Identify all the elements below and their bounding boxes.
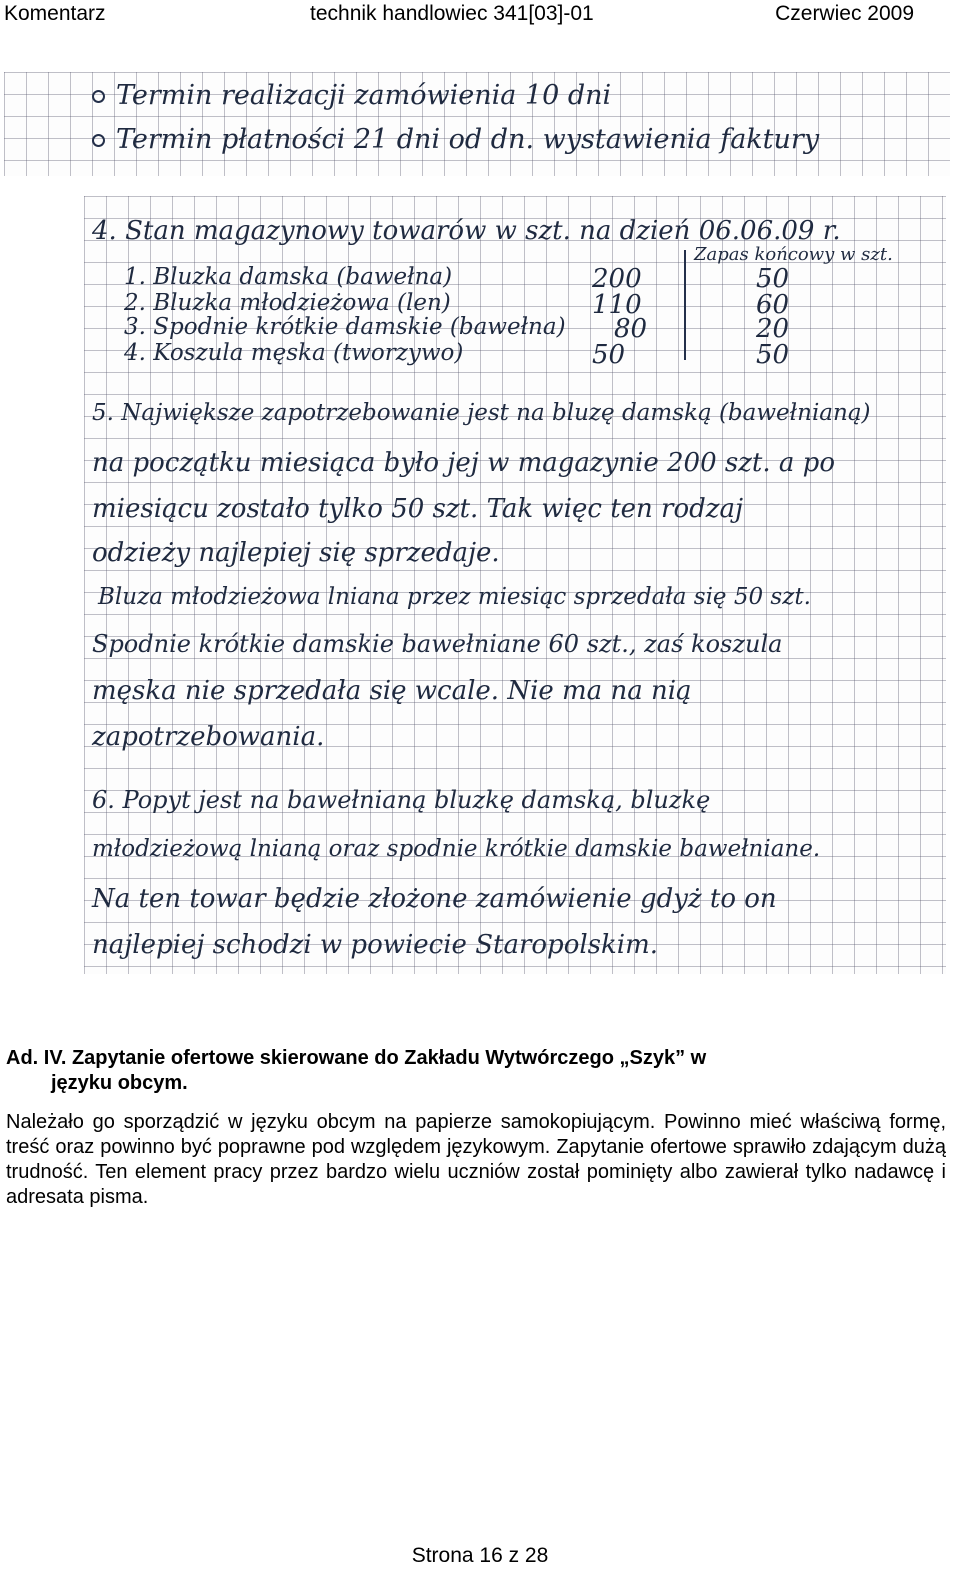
- page-number: Strona 16 z 28: [411, 1544, 549, 1567]
- handwritten-line: najlepiej schodzi w powiecie Staropolskim.: [92, 930, 658, 960]
- stock-item-qty: 110: [592, 290, 642, 320]
- section-heading: [6, 1046, 946, 1096]
- table-divider: [684, 250, 686, 360]
- stock-item-name: 3. Spodnie krótkie damskie (bawełna): [124, 314, 566, 340]
- handwritten-line: 5. Największe zapotrzebowanie jest na bluzę damską (bawełnianą): [92, 400, 871, 426]
- stock-item-qty: 200: [592, 264, 642, 294]
- stock-item-end: 50: [756, 264, 790, 294]
- handwritten-line: miesiącu zostało tylko 50 szt. Tak więc ten rodzaj: [92, 494, 744, 524]
- handwritten-scan-answers: [84, 196, 946, 974]
- stock-item-qty: 50: [592, 340, 626, 370]
- handwritten-line: młodzieżową lnianą oraz spodnie krótkie damskie bawełniane.: [92, 836, 821, 862]
- stock-item-end: 60: [756, 290, 790, 320]
- handwritten-line: odzieży najlepiej się sprzedaje.: [92, 538, 500, 568]
- handwritten-line: na początku miesiąca było jej w magazynie 200 szt. a po: [92, 448, 835, 478]
- stock-item-qty: 80: [614, 314, 648, 344]
- header-exam-code: technik handlowiec 341[03]-01: [310, 2, 594, 25]
- handwritten-line: Termin realizacji zamówienia 10 dni: [116, 80, 612, 111]
- handwritten-line: zapotrzebowania.: [92, 722, 325, 752]
- page-header: [0, 0, 960, 30]
- handwritten-line: Bluza młodzieżowa lniana przez miesiąc sprzedała się 50 szt.: [98, 584, 811, 610]
- section-heading-line: języku obcym.: [51, 1072, 188, 1094]
- header-date: Czerwiec 2009: [775, 2, 914, 25]
- stock-item-end: 50: [756, 340, 790, 370]
- handwritten-scan-terms: [4, 72, 950, 176]
- section-paragraph: Należało go sporządzić w języku obcym na papierze samokopiującym. Powinno mieć właściwą formę, treść oraz powinno być poprawne pod względem językowym. Zapytanie ofertowe sprawiło zdającym dużą trudność. Ten element pracy przez bardzo wielu uczniów został pominięty albo zawierał tylko nadawcę i adresata pisma.: [6, 1111, 946, 1208]
- stock-title: 4. Stan magazynowy towarów w szt. na dzień 06.06.09 r.: [92, 216, 841, 246]
- section-heading-line: Ad. IV. Zapytanie ofertowe skierowane do Zakładu Wytwórczego „Szyk” w: [6, 1047, 707, 1069]
- commentary-section: [6, 1046, 946, 1210]
- stock-item-name: 2. Bluzka młodzieżowa (len): [124, 290, 451, 316]
- bullet-icon: [92, 134, 105, 147]
- handwritten-line: 6. Popyt jest na bawełnianą bluzkę damską, bluzkę: [92, 786, 711, 814]
- stock-item-end: 20: [756, 314, 790, 344]
- handwritten-line: Termin płatności 21 dni od dn. wystawienia faktury: [116, 124, 820, 155]
- header-document-type: Komentarz: [4, 2, 106, 25]
- handwritten-line: męska nie sprzedała się wcale. Nie ma na nią: [92, 676, 692, 706]
- handwritten-line: Na ten towar będzie złożone zamówienie gdyż to on: [92, 884, 777, 914]
- bullet-icon: [92, 90, 105, 103]
- stock-item-name: 4. Koszula męska (tworzywo): [124, 340, 464, 366]
- handwritten-line: Spodnie krótkie damskie bawełniane 60 szt., zaś koszula: [92, 630, 783, 658]
- stock-item-name: 1. Bluzka damska (bawełna): [124, 264, 453, 290]
- stock-end-header: Zapas końcowy w szt.: [694, 244, 893, 265]
